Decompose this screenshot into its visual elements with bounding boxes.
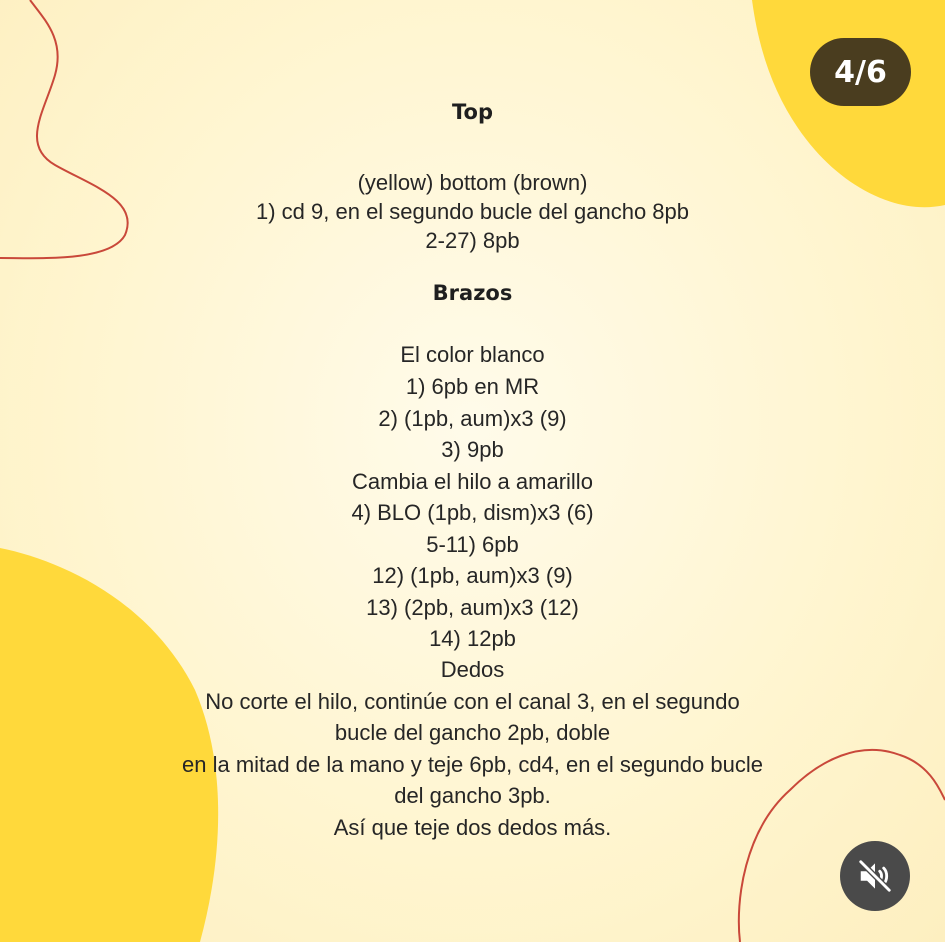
brazos-line-12: No corte el hilo, continúe con el canal 3, en el segundo (205, 689, 740, 714)
brazos-line-8: 12) (1pb, aum)x3 (9) (372, 563, 573, 588)
bottom-right-red-curve (739, 750, 945, 942)
brazos-line-6: 4) BLO (1pb, dism)x3 (6) (351, 500, 594, 525)
brazos-line-15: del gancho 3pb. (394, 783, 551, 808)
brazos-line-1: El color blanco (400, 342, 545, 367)
brazos-line-4: 3) 9pb (441, 437, 504, 462)
brazos-line-5: Cambia el hilo a amarillo (352, 469, 593, 494)
brazos-line-13: bucle del gancho 2pb, doble (334, 720, 611, 745)
brazos-line-10: 14) 12pb (429, 626, 516, 651)
brazos-line-11: Dedos (440, 657, 505, 682)
top-heading: Top (452, 100, 493, 124)
top-line-3: 2-27) 8pb (425, 228, 520, 253)
slide-counter-badge: 4/6 (810, 38, 911, 106)
brazos-line-9: 13) (2pb, aum)x3 (12) (366, 595, 579, 620)
brazos-line-16: Así que teje dos dedos más. (333, 815, 612, 840)
brazos-line-3: 2) (1pb, aum)x3 (9) (378, 406, 567, 431)
top-line-1: (yellow) bottom (brown) (357, 170, 588, 195)
speaker-muted-icon (856, 857, 894, 895)
mute-button[interactable] (840, 841, 910, 911)
top-line-2: 1) cd 9, en el segundo bucle del gancho 8pb (256, 199, 689, 224)
brazos-line-14: en la mitad de la mano y teje 6pb, cd4, en el segundo bucle (182, 752, 763, 777)
brazos-line-7: 5-11) 6pb (426, 532, 519, 557)
brazos-heading: Brazos (432, 281, 513, 305)
brazos-line-2: 1) 6pb en MR (405, 374, 540, 399)
